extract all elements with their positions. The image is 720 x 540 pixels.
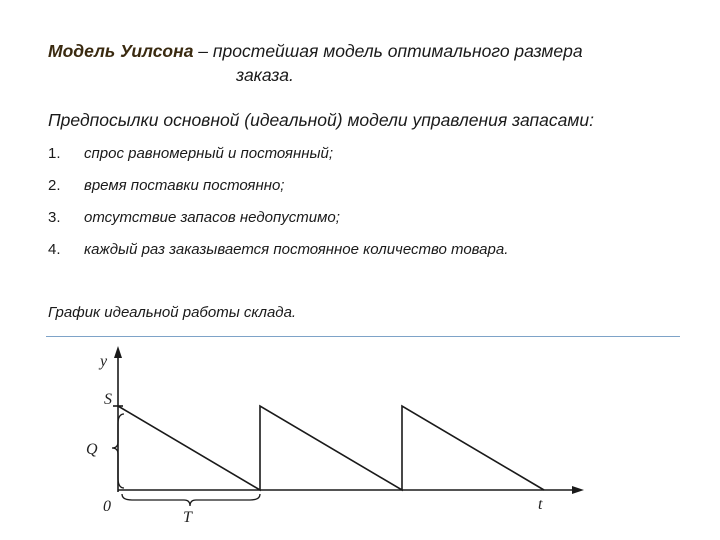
q-level-label: Q xyxy=(86,441,98,458)
s-level-label: S xyxy=(104,391,112,408)
inventory-sawtooth xyxy=(118,406,544,490)
q-brace xyxy=(112,414,124,488)
prerequisites-heading: Предпосылки основной (идеальной) модели управления запасами: xyxy=(48,110,594,130)
list-number: 4. xyxy=(48,241,61,258)
list-number: 1. xyxy=(48,145,61,162)
y-axis-arrow xyxy=(114,346,122,358)
list-number: 2. xyxy=(48,177,61,194)
title-model-name: Модель Уилсона xyxy=(48,41,194,61)
list-text: спрос равномерный и постоянный; xyxy=(84,145,334,162)
title-rest: – простейшая модель оптимального размера xyxy=(193,41,583,61)
list-text: отсутствие запасов недопустимо; xyxy=(84,209,340,226)
list-number: 3. xyxy=(48,209,61,226)
origin-label: 0 xyxy=(103,498,111,515)
y-axis-label: y xyxy=(100,353,108,370)
x-axis-arrow xyxy=(572,486,584,494)
graph-caption: График идеальной работы склада. xyxy=(48,304,297,321)
t-brace xyxy=(122,494,260,506)
list-text: время поставки постоянно; xyxy=(84,177,285,194)
list-text: каждый раз заказывается постоянное количество товара. xyxy=(84,241,509,258)
x-axis-label: t xyxy=(538,496,543,513)
title-continuation: заказа. xyxy=(236,65,294,85)
period-label: T xyxy=(183,509,192,526)
